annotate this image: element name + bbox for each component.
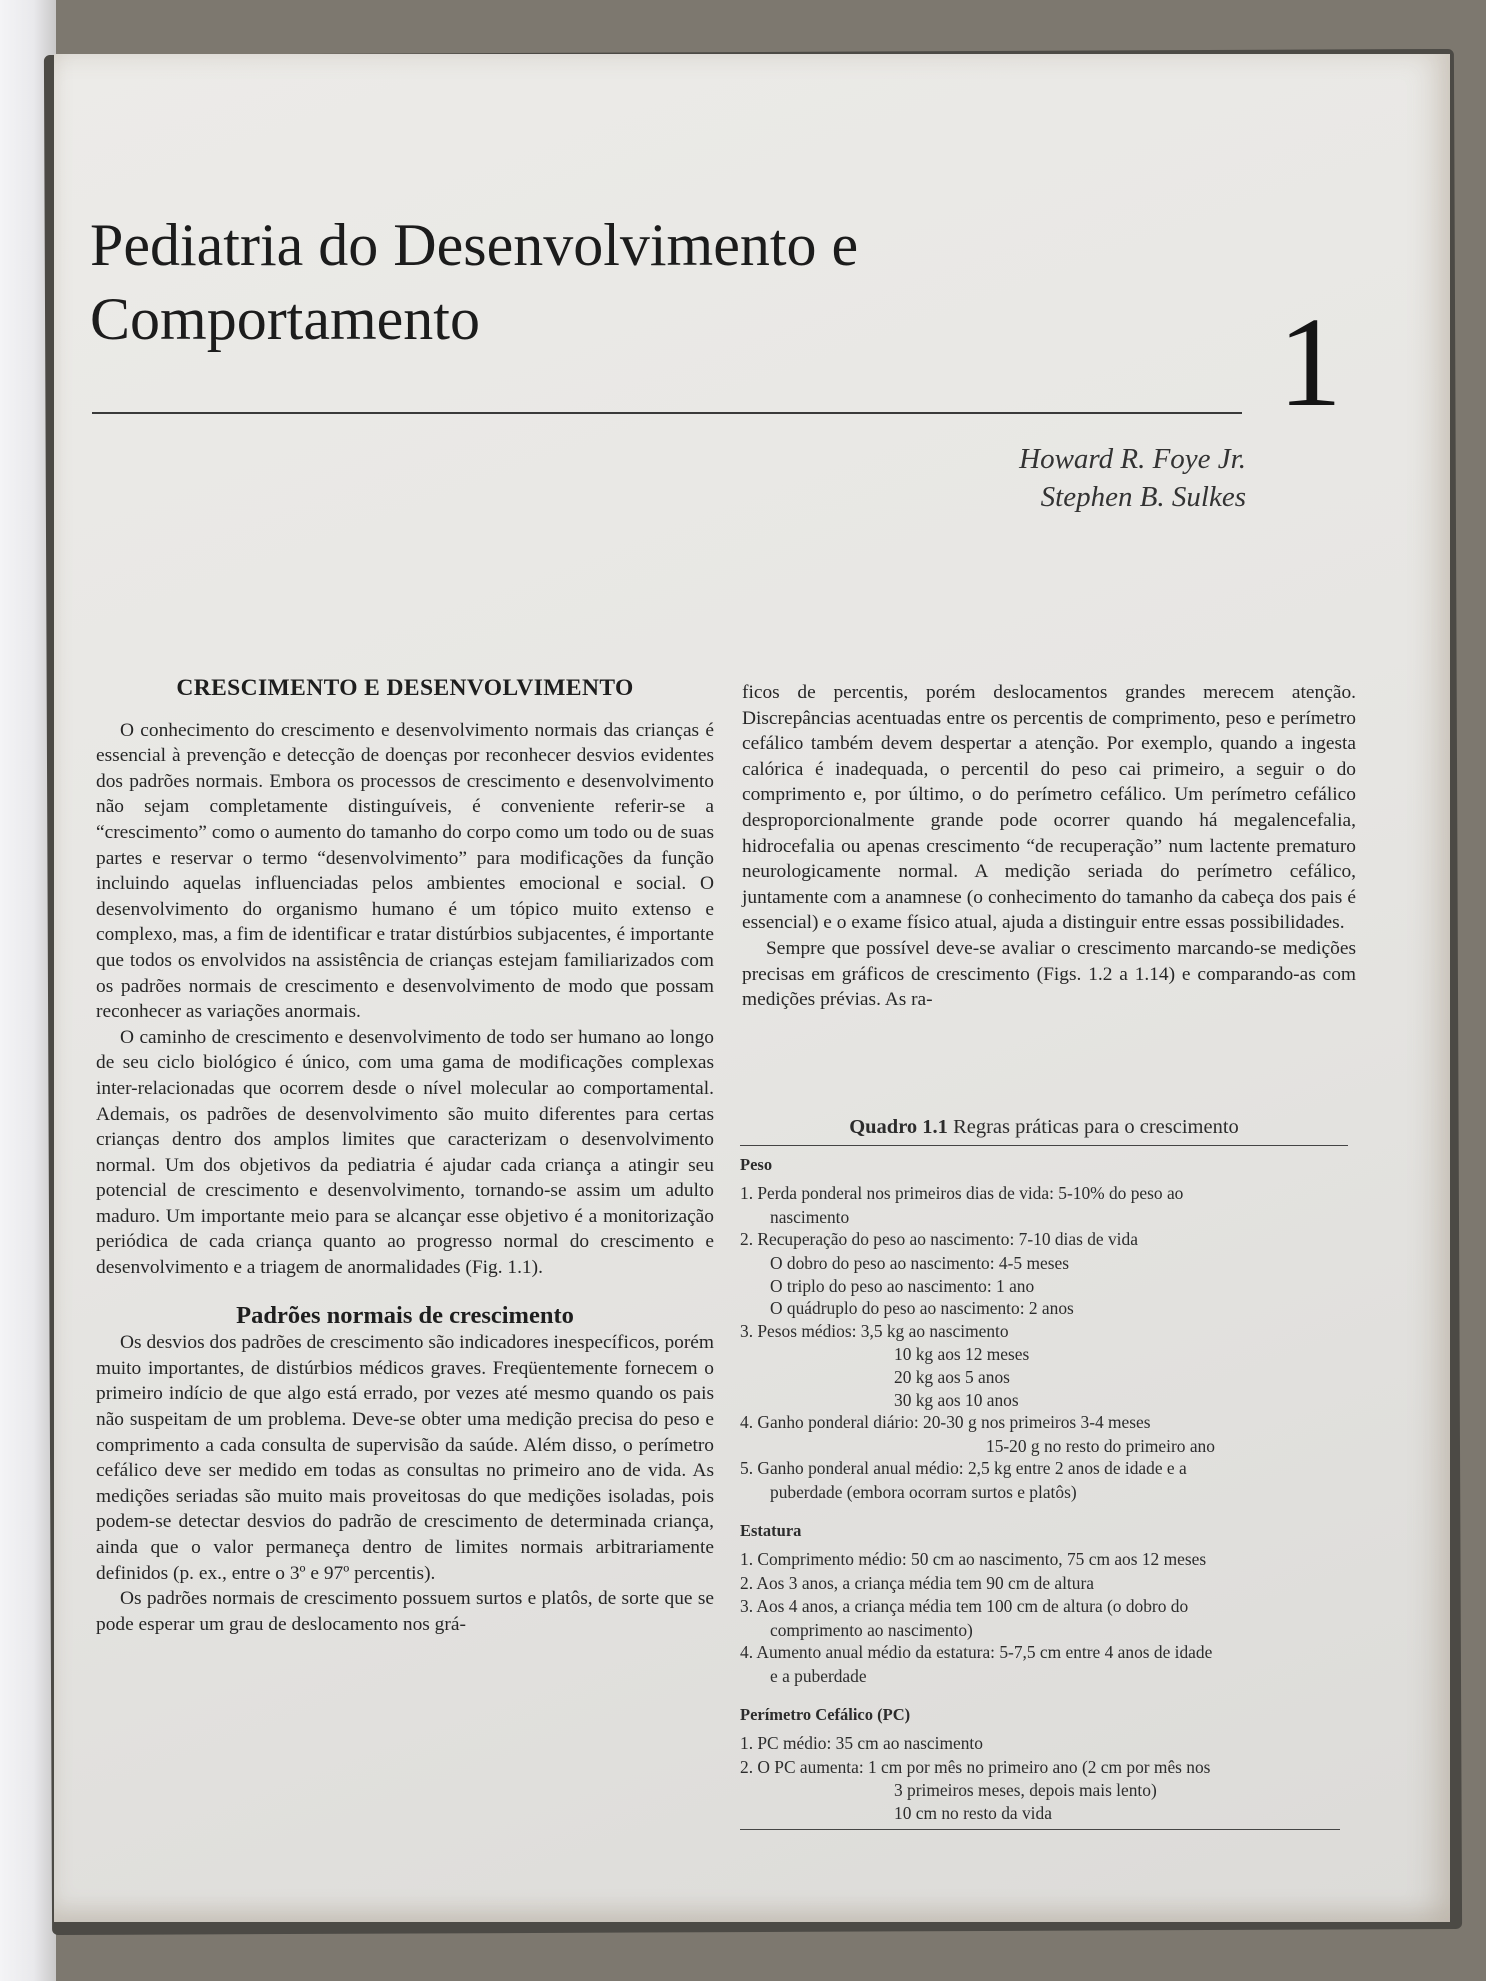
list-item: 1. Perda ponderal nos primeiros dias de vida: 5-10% do peso ao (740, 1183, 1184, 1204)
list-item: puberdade (embora ocorram surtos e platôs) (770, 1481, 1077, 1502)
list-item: comprimento ao nascimento) (770, 1619, 973, 1640)
quadro-title-text: Regras práticas para o crescimento (953, 1116, 1239, 1138)
paragraph: Os padrões normais de crescimento possuem surtos e platôs, de sorte que se pode esperar um grau de deslocamento nos grá- (96, 1588, 714, 1635)
quadro-heading-estatura: Estatura (740, 1520, 802, 1540)
quadro-heading-peso: Peso (740, 1154, 773, 1174)
list-item: O dobro do peso ao nascimento: 4-5 meses (770, 1252, 1069, 1273)
list-item: 2. Recuperação do peso ao nascimento: 7-10 dias de vida (740, 1229, 1138, 1250)
list-item: 15-20 g no resto do primeiro ano (986, 1435, 1215, 1456)
list-item: 10 cm no resto da vida (894, 1803, 1052, 1824)
list-item: 4. Ganho ponderal diário: 20-30 g nos primeiros 3-4 meses (740, 1412, 1151, 1433)
list-item: 20 kg aos 5 anos (894, 1366, 1010, 1387)
paragraph: O caminho de crescimento e desenvolvimento de todo ser humano ao longo de seu ciclo biológico é único, com uma gama de modificações complexas inter-relacionadas que ocorrem desde o nível molecular ao comportamental. Ademais, os padrões de desenvolvimento são muito diferentes para certas crianças dentro dos amplos limites que caracterizam o desenvolvimento normal. Um dos objetivos da pediatria é ajudar cada criança a atingir seu potencial de crescimento e desenvolvimento, tornando-se assim um adulto maduro. Um importante meio para se alcançar esse objetivo é a monitorização periódica de cada criança quanto ao progresso normal do crescimento e desenvolvimento e a triagem de anormalidades (Fig. 1.1). (96, 1026, 714, 1279)
list-item: 2. O PC aumenta: 1 cm por mês no primeiro ano (2 cm por mês nos (740, 1756, 1211, 1777)
authors (1019, 440, 1246, 516)
list-item: 3. Pesos médios: 3,5 kg ao nascimento (740, 1320, 1009, 1341)
paragraph-continued: ficos de percentis, porém deslocamentos grandes merecem atenção. Discrepâncias acentuadas entre os percentis de comprimento, peso e perímetro cefálico também devem despertar a atenção. Por exemplo, quando a ingesta calórica é inadequada, o percentil do peso cai primeiro, a seguir o do comprimento e, por último, o do perímetro cefálico. Um perímetro cefálico desproporcionalmente grande pode ocorrer quando há megalencefalia, hidrocefalia ou apenas crescimento “de recuperação” num lactente prematuro neurologicamente normal. A medição seriada do perímetro cefálico, juntamente com a anamnese (o conhecimento do tamanho da cabeça dos pais é essencial) e o exame físico atual, ajuda a distinguir entre essas possibilidades. (742, 682, 1356, 934)
quadro-heading-pc: Perímetro Cefálico (PC) (740, 1704, 911, 1724)
author-2: Stephen B. Sulkes (1040, 481, 1246, 513)
quadro-title (740, 1116, 1348, 1146)
subsection-heading: Padrões normais de crescimento (236, 1301, 574, 1329)
quadro-label: Quadro 1.1 (849, 1116, 948, 1138)
list-item: 1. PC médio: 35 cm ao nascimento (740, 1733, 983, 1754)
list-item: 4. Aumento anual médio da estatura: 5-7,5 cm entre 4 anos de idade (740, 1642, 1213, 1663)
paragraph: Os desvios dos padrões de crescimento são indicadores inespecíficos, porém muito importantes, de distúrbios médicos graves. Freqüentemente fornecem o primeiro indício de que algo está errado, por vezes até mesmo quando os pais não suspeitam de um problema. Deve-se obter uma medição precisa do peso e comprimento a cada consulta de supervisão da saúde. Além disso, o perímetro cefálico deve ser medido em todas as consultas no primeiro ano de vida. As medições seriadas são muito mais proveitosas do que medições isoladas, pois podem-se detectar desvios do padrão de crescimento de determinada criança, ainda que o valor permaneça dentro de limites normais arbitrariamente definidos (p. ex., entre o 3º e 97º percentis). (96, 1332, 714, 1584)
list-item: 2. Aos 3 anos, a criança média tem 90 cm de altura (740, 1572, 1094, 1593)
section-heading: CRESCIMENTO E DESENVOLVIMENTO (176, 675, 634, 701)
list-item: 30 kg aos 10 anos (894, 1389, 1019, 1410)
list-item: O triplo do peso ao nascimento: 1 ano (770, 1275, 1035, 1296)
quadro-box (740, 1116, 1348, 1830)
left-column (96, 676, 714, 1637)
list-item: nascimento (770, 1206, 850, 1227)
chapter-number: 1 (1278, 291, 1342, 433)
list-item: 5. Ganho ponderal anual médio: 2,5 kg entre 2 anos de idade e a (740, 1458, 1187, 1479)
quadro-bottom-rule (740, 1829, 1340, 1830)
author-1: Howard R. Foye Jr. (1019, 443, 1246, 475)
right-column (742, 680, 1356, 1013)
list-item: 3 primeiros meses, depois mais lento) (894, 1780, 1157, 1801)
chapter-title: Pediatria do Desenvolvimento e Comportamento (90, 212, 859, 352)
list-item: 10 kg aos 12 meses (894, 1344, 1030, 1365)
paragraph: Sempre que possível deve-se avaliar o crescimento marcando-se medições precisas em gráficos de crescimento (Figs. 1.2 a 1.14) e comparando-as com medições prévias. As ra- (742, 937, 1356, 1011)
list-item: e a puberdade (770, 1666, 867, 1687)
list-item: O quádruplo do peso ao nascimento: 2 anos (770, 1298, 1074, 1319)
paragraph: O conhecimento do crescimento e desenvolvimento normais das crianças é essencial à prevenção e detecção de doenças por reconhecer desvios evidentes dos padrões normais. Embora os processos de crescimento e desenvolvimento não sejam completamente distinguíveis, é conveniente referir-se a “crescimento” como o aumento do tamanho do corpo como um todo ou de suas partes e reservar o termo “desenvolvimento” para modificações da função incluindo aquelas influenciadas pelos ambientes emocional e social. O desenvolvimento do organismo humano é um tópico muito extenso e complexo, mas, a fim de identificar e tratar distúrbios subjacentes, é importante que todos os envolvidos na assistência de crianças estejam familiarizados com os padrões normais de crescimento e desenvolvimento de modo que possam reconhecer as variações anormais. (96, 719, 714, 1023)
list-item: 3. Aos 4 anos, a criança média tem 100 cm de altura (o dobro do (740, 1596, 1189, 1617)
list-item: 1. Comprimento médio: 50 cm ao nascimento, 75 cm aos 12 meses (740, 1549, 1207, 1570)
title-rule (92, 412, 1242, 414)
